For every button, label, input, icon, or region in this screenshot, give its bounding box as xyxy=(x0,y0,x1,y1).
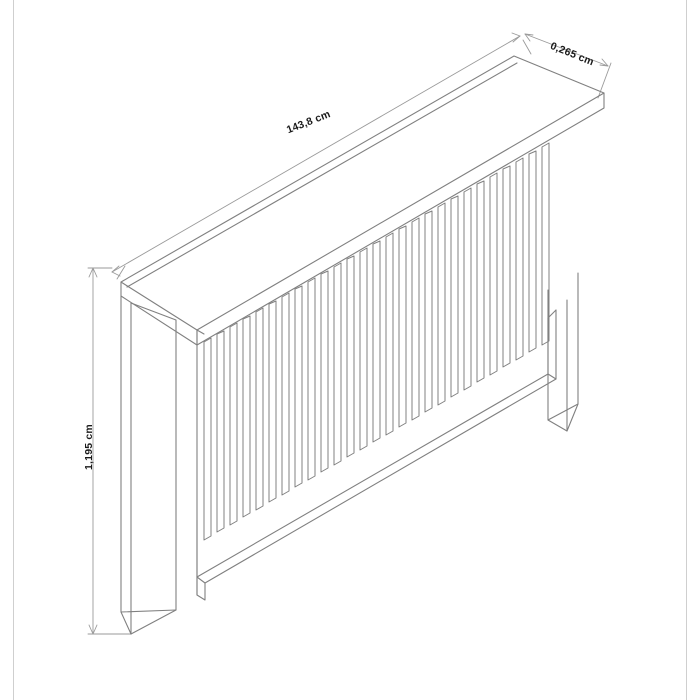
headboard-lower-rail xyxy=(197,318,556,600)
dimension-label-depth: 0,265 cm xyxy=(548,40,596,69)
headboard-back-plane xyxy=(197,310,556,595)
dimension-label-width: 143,8 cm xyxy=(285,108,333,137)
headboard-top-thickness xyxy=(121,93,604,345)
slat-group xyxy=(204,143,549,540)
headboard-right-post xyxy=(548,273,578,431)
headboard-top-surface xyxy=(121,56,604,330)
dimension-label-height: 1,195 cm xyxy=(83,424,95,470)
dimension-lines xyxy=(88,33,611,634)
headboard-left-post xyxy=(121,296,176,634)
